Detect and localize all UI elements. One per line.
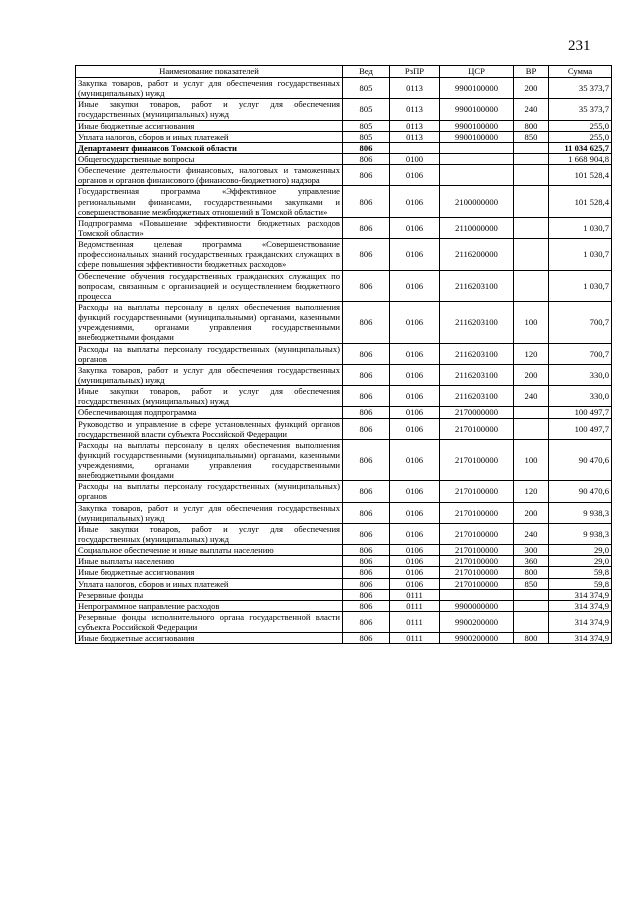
cell-name: Подпрограмма «Повышение эффективности бюджетных расходов Томской области» <box>76 217 343 238</box>
cell-ved: 806 <box>343 153 390 164</box>
cell-csr: 9900100000 <box>440 78 514 99</box>
cell-csr: 2170100000 <box>440 578 514 589</box>
cell-sum: 314 374,9 <box>549 600 612 611</box>
table-row <box>76 239 612 270</box>
cell-rzpr: 0106 <box>390 364 440 385</box>
column-header-vr: ВР <box>514 66 549 78</box>
cell-csr: 2116203100 <box>440 364 514 385</box>
cell-ved: 805 <box>343 78 390 99</box>
cell-vr <box>514 165 549 186</box>
cell-ved: 806 <box>343 612 390 633</box>
cell-rzpr: 0106 <box>390 270 440 301</box>
cell-name: Уплата налогов, сборов и иных платежей <box>76 578 343 589</box>
cell-sum: 9 938,3 <box>549 523 612 544</box>
cell-ved: 806 <box>343 502 390 523</box>
cell-rzpr: 0106 <box>390 481 440 502</box>
cell-sum: 1 030,7 <box>549 270 612 301</box>
cell-vr: 850 <box>514 578 549 589</box>
cell-sum: 90 470,6 <box>549 481 612 502</box>
cell-sum: 90 470,6 <box>549 439 612 481</box>
cell-csr: 2116203100 <box>440 343 514 364</box>
table-row <box>76 186 612 217</box>
cell-sum: 1 030,7 <box>549 217 612 238</box>
cell-csr: 2170100000 <box>440 418 514 439</box>
cell-rzpr: 0111 <box>390 589 440 600</box>
cell-rzpr: 0106 <box>390 439 440 481</box>
cell-ved: 806 <box>343 589 390 600</box>
cell-rzpr <box>390 142 440 153</box>
cell-vr: 200 <box>514 502 549 523</box>
cell-csr: 2110000000 <box>440 217 514 238</box>
cell-name: Расходы на выплаты персоналу в целях обеспечения выполнения функций государственными (муниципальными) органами, казенными учреждениями, органами управления государственными внебюджетными фондами <box>76 301 343 343</box>
cell-ved: 806 <box>343 165 390 186</box>
cell-csr: 2116203100 <box>440 386 514 407</box>
cell-csr: 2116203100 <box>440 301 514 343</box>
column-header-ved: Вед <box>343 66 390 78</box>
cell-vr: 120 <box>514 343 549 364</box>
cell-name: Иные бюджетные ассигнования <box>76 120 343 131</box>
column-header-csr: ЦСР <box>440 66 514 78</box>
table-row <box>76 165 612 186</box>
cell-vr: 100 <box>514 301 549 343</box>
table-row <box>76 556 612 567</box>
table-row <box>76 600 612 611</box>
cell-csr <box>440 142 514 153</box>
cell-vr <box>514 589 549 600</box>
table-row <box>76 481 612 502</box>
cell-name: Государственная программа «Эффективное управление региональными финансами, государственными закупками и совершенствование межбюджетных отношений в Томской области» <box>76 186 343 217</box>
cell-name: Иные закупки товаров, работ и услуг для обеспечения государственных (муниципальных) нужд <box>76 523 343 544</box>
cell-vr: 240 <box>514 386 549 407</box>
cell-name: Уплата налогов, сборов и иных платежей <box>76 131 343 142</box>
cell-vr: 100 <box>514 439 549 481</box>
cell-ved: 806 <box>343 418 390 439</box>
table-body <box>76 78 612 644</box>
table-row <box>76 142 612 153</box>
cell-sum: 330,0 <box>549 364 612 385</box>
table-header-row <box>76 66 612 78</box>
cell-rzpr: 0106 <box>390 165 440 186</box>
column-header-sum: Сумма <box>549 66 612 78</box>
cell-ved: 806 <box>343 567 390 578</box>
cell-rzpr: 0106 <box>390 578 440 589</box>
cell-name: Руководство и управление в сфере установленных функций органов государственной власти субъекта Российской Федерации <box>76 418 343 439</box>
cell-name: Закупка товаров, работ и услуг для обеспечения государственных (муниципальных) нужд <box>76 364 343 385</box>
cell-vr: 200 <box>514 364 549 385</box>
cell-csr: 2170000000 <box>440 407 514 418</box>
cell-csr <box>440 589 514 600</box>
cell-name: Расходы на выплаты персоналу государственных (муниципальных) органов <box>76 343 343 364</box>
cell-csr: 9900100000 <box>440 99 514 120</box>
cell-ved: 806 <box>343 545 390 556</box>
cell-ved: 805 <box>343 99 390 120</box>
table-row <box>76 153 612 164</box>
cell-name: Обеспечивающая подпрограмма <box>76 407 343 418</box>
table-row <box>76 578 612 589</box>
cell-vr <box>514 142 549 153</box>
cell-sum: 100 497,7 <box>549 418 612 439</box>
page-number: 231 <box>568 38 591 54</box>
table-row <box>76 131 612 142</box>
cell-sum: 314 374,9 <box>549 633 612 644</box>
table-row <box>76 343 612 364</box>
cell-vr <box>514 239 549 270</box>
cell-rzpr: 0111 <box>390 600 440 611</box>
cell-sum: 255,0 <box>549 131 612 142</box>
cell-sum: 11 034 625,7 <box>549 142 612 153</box>
cell-vr <box>514 407 549 418</box>
cell-rzpr: 0113 <box>390 78 440 99</box>
cell-vr <box>514 186 549 217</box>
cell-sum: 1 668 904,8 <box>549 153 612 164</box>
cell-rzpr: 0106 <box>390 523 440 544</box>
cell-sum: 1 030,7 <box>549 239 612 270</box>
cell-ved: 806 <box>343 407 390 418</box>
table-row <box>76 301 612 343</box>
table-row <box>76 78 612 99</box>
cell-vr: 200 <box>514 78 549 99</box>
cell-csr <box>440 153 514 164</box>
cell-ved: 806 <box>343 481 390 502</box>
cell-name: Расходы на выплаты персоналу государственных (муниципальных) органов <box>76 481 343 502</box>
cell-sum: 35 373,7 <box>549 99 612 120</box>
cell-ved: 806 <box>343 217 390 238</box>
cell-vr: 850 <box>514 131 549 142</box>
budget-table <box>75 65 612 644</box>
cell-name: Обеспечение деятельности финансовых, налоговых и таможенных органов и органов финансового (финансово-бюджетного) надзора <box>76 165 343 186</box>
cell-name: Ведомственная целевая программа «Совершенствование профессиональных знаний государственных гражданских служащих в сфере повышения эффективности бюджетных расходов» <box>76 239 343 270</box>
cell-name: Иные бюджетные ассигнования <box>76 567 343 578</box>
cell-csr: 9900200000 <box>440 633 514 644</box>
cell-name: Непрограммное направление расходов <box>76 600 343 611</box>
cell-csr: 9900000000 <box>440 600 514 611</box>
cell-rzpr: 0106 <box>390 418 440 439</box>
cell-rzpr: 0113 <box>390 120 440 131</box>
cell-sum: 29,0 <box>549 556 612 567</box>
cell-rzpr: 0106 <box>390 239 440 270</box>
cell-vr <box>514 270 549 301</box>
table-row <box>76 364 612 385</box>
cell-rzpr: 0113 <box>390 99 440 120</box>
cell-csr: 2170100000 <box>440 439 514 481</box>
cell-ved: 805 <box>343 120 390 131</box>
cell-vr: 300 <box>514 545 549 556</box>
cell-csr: 2170100000 <box>440 567 514 578</box>
cell-ved: 806 <box>343 439 390 481</box>
cell-vr: 800 <box>514 633 549 644</box>
cell-vr: 240 <box>514 523 549 544</box>
cell-ved: 806 <box>343 142 390 153</box>
cell-rzpr: 0106 <box>390 217 440 238</box>
table-row <box>76 612 612 633</box>
cell-ved: 806 <box>343 556 390 567</box>
table-row <box>76 567 612 578</box>
table-row <box>76 270 612 301</box>
table-row <box>76 502 612 523</box>
cell-rzpr: 0106 <box>390 386 440 407</box>
cell-ved: 806 <box>343 523 390 544</box>
cell-vr: 240 <box>514 99 549 120</box>
cell-name: Департамент финансов Томской области <box>76 142 343 153</box>
table-row <box>76 523 612 544</box>
cell-rzpr: 0106 <box>390 556 440 567</box>
cell-vr: 800 <box>514 120 549 131</box>
cell-rzpr: 0100 <box>390 153 440 164</box>
cell-rzpr: 0113 <box>390 131 440 142</box>
cell-csr: 2116203100 <box>440 270 514 301</box>
cell-name: Иные выплаты населению <box>76 556 343 567</box>
table-row <box>76 545 612 556</box>
cell-vr <box>514 217 549 238</box>
cell-csr: 2116200000 <box>440 239 514 270</box>
cell-vr: 360 <box>514 556 549 567</box>
cell-csr: 2100000000 <box>440 186 514 217</box>
cell-csr: 2170100000 <box>440 502 514 523</box>
cell-rzpr: 0106 <box>390 186 440 217</box>
cell-ved: 806 <box>343 364 390 385</box>
table-row <box>76 633 612 644</box>
table-row <box>76 99 612 120</box>
table-row <box>76 386 612 407</box>
cell-name: Закупка товаров, работ и услуг для обеспечения государственных (муниципальных) нужд <box>76 78 343 99</box>
cell-ved: 806 <box>343 270 390 301</box>
cell-ved: 806 <box>343 239 390 270</box>
cell-sum: 255,0 <box>549 120 612 131</box>
cell-rzpr: 0106 <box>390 301 440 343</box>
column-header-rzpr: РзПР <box>390 66 440 78</box>
cell-sum: 330,0 <box>549 386 612 407</box>
cell-csr: 9900100000 <box>440 131 514 142</box>
cell-sum: 700,7 <box>549 301 612 343</box>
cell-name: Резервные фонды исполнительного органа государственной власти субъекта Российской Федерации <box>76 612 343 633</box>
cell-name: Иные закупки товаров, работ и услуг для обеспечения государственных (муниципальных) нужд <box>76 386 343 407</box>
cell-ved: 806 <box>343 386 390 407</box>
cell-ved: 806 <box>343 343 390 364</box>
cell-ved: 806 <box>343 600 390 611</box>
cell-rzpr: 0106 <box>390 567 440 578</box>
cell-name: Расходы на выплаты персоналу в целях обеспечения выполнения функций государственными (муниципальными) органами, казенными учреждениями, органами управления государственными внебюджетными фондами <box>76 439 343 481</box>
cell-sum: 59,8 <box>549 567 612 578</box>
cell-vr <box>514 153 549 164</box>
cell-sum: 9 938,3 <box>549 502 612 523</box>
cell-sum: 314 374,9 <box>549 612 612 633</box>
cell-name: Обеспечение обучения государственных гражданских служащих по вопросам, связанным с организацией и осуществлением бюджетного процесса <box>76 270 343 301</box>
table-row <box>76 589 612 600</box>
cell-sum: 100 497,7 <box>549 407 612 418</box>
cell-sum: 35 373,7 <box>549 78 612 99</box>
cell-name: Резервные фонды <box>76 589 343 600</box>
cell-sum: 314 374,9 <box>549 589 612 600</box>
cell-vr: 120 <box>514 481 549 502</box>
cell-rzpr: 0106 <box>390 343 440 364</box>
cell-vr <box>514 418 549 439</box>
cell-ved: 806 <box>343 186 390 217</box>
table-row <box>76 217 612 238</box>
cell-csr: 9900100000 <box>440 120 514 131</box>
cell-ved: 806 <box>343 633 390 644</box>
cell-name: Общегосударственные вопросы <box>76 153 343 164</box>
table-row <box>76 439 612 481</box>
cell-sum: 59,8 <box>549 578 612 589</box>
table-row <box>76 418 612 439</box>
cell-sum: 29,0 <box>549 545 612 556</box>
cell-csr: 2170100000 <box>440 481 514 502</box>
column-header-name: Наименование показателей <box>76 66 343 78</box>
cell-vr <box>514 600 549 611</box>
table-row <box>76 407 612 418</box>
cell-rzpr: 0111 <box>390 612 440 633</box>
cell-csr <box>440 165 514 186</box>
cell-ved: 806 <box>343 578 390 589</box>
cell-name: Иные бюджетные ассигнования <box>76 633 343 644</box>
cell-csr: 9900200000 <box>440 612 514 633</box>
cell-name: Закупка товаров, работ и услуг для обеспечения государственных (муниципальных) нужд <box>76 502 343 523</box>
cell-vr <box>514 612 549 633</box>
cell-rzpr: 0106 <box>390 545 440 556</box>
cell-vr: 800 <box>514 567 549 578</box>
cell-ved: 806 <box>343 301 390 343</box>
cell-csr: 2170100000 <box>440 545 514 556</box>
cell-sum: 101 528,4 <box>549 165 612 186</box>
cell-csr: 2170100000 <box>440 523 514 544</box>
cell-sum: 700,7 <box>549 343 612 364</box>
cell-name: Социальное обеспечение и иные выплаты населению <box>76 545 343 556</box>
cell-rzpr: 0111 <box>390 633 440 644</box>
cell-rzpr: 0106 <box>390 407 440 418</box>
table-row <box>76 120 612 131</box>
cell-csr: 2170100000 <box>440 556 514 567</box>
cell-rzpr: 0106 <box>390 502 440 523</box>
cell-name: Иные закупки товаров, работ и услуг для обеспечения государственных (муниципальных) нужд <box>76 99 343 120</box>
cell-ved: 805 <box>343 131 390 142</box>
cell-sum: 101 528,4 <box>549 186 612 217</box>
